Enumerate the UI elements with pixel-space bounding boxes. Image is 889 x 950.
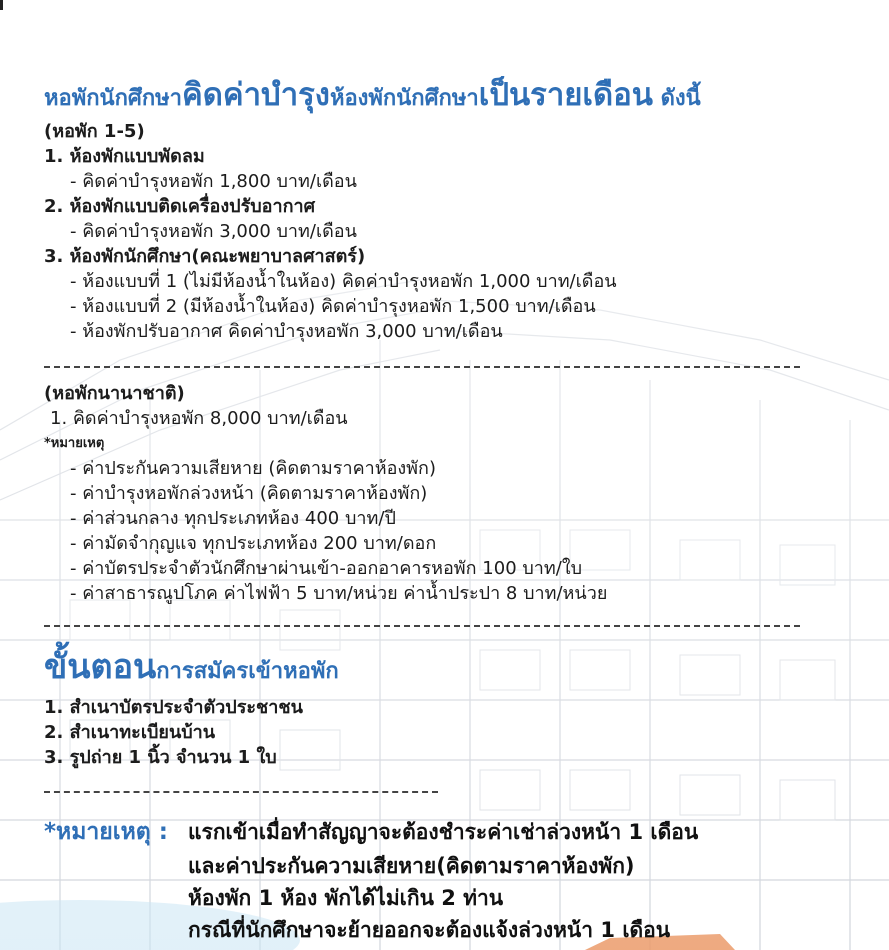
title-part-5: ดังนี้ bbox=[652, 86, 701, 111]
international-note-2: - ค่าบำรุงหอพักล่วงหน้า (คิดตามราคาห้องพัก) bbox=[70, 483, 428, 504]
final-note-label: *หมายเหตุ : bbox=[44, 819, 168, 845]
room-type-3-detail-2: - ห้องแบบที่ 2 (มีห้องน้ำในห้อง) คิดค่าบำรุงหอพัก 1,500 บาท/เดือน bbox=[70, 296, 596, 317]
room-type-3-detail-3: - ห้องพักปรับอากาศ คิดค่าบำรุงหอพัก 3,000 บาท/เดือน bbox=[70, 321, 503, 342]
international-note-1: - ค่าประกันความเสียหาย (คิดตามราคาห้องพัก) bbox=[70, 458, 436, 479]
corner-crop-mark bbox=[0, 0, 3, 10]
international-note-heading: *หมายเหตุ bbox=[44, 436, 105, 451]
room-type-2-detail: - คิดค่าบำรุงหอพัก 3,000 บาท/เดือน bbox=[70, 221, 357, 242]
international-dorm-heading: (หอพักนานาชาติ) bbox=[44, 383, 185, 404]
international-dorm-fee: 1. คิดค่าบำรุงหอพัก 8,000 บาท/เดือน bbox=[50, 408, 348, 429]
steps-title bbox=[44, 647, 339, 687]
final-note-line-3: ห้องพัก 1 ห้อง พักได้ไม่เกิน 2 ท่าน bbox=[188, 886, 504, 910]
final-note-line-1: แรกเข้าเมื่อทำสัญญาจะต้องชำระค่าเช่าล่วงหน้า 1 เดือน bbox=[188, 820, 699, 844]
final-note-line-4: กรณีที่นักศึกษาจะย้ายออกจะต้องแจ้งล่วงหน้า 1 เดือน bbox=[188, 918, 671, 942]
title-part-4: เป็นรายเดือน bbox=[478, 77, 653, 113]
title-part-3: ห้องพักนักศึกษา bbox=[329, 86, 479, 111]
steps-title-large: ขั้นตอน bbox=[44, 647, 157, 687]
steps-title-small: การสมัครเข้าหอพัก bbox=[156, 659, 339, 684]
room-type-1-label: 1. ห้องพักแบบพัดลม bbox=[44, 146, 205, 167]
room-type-3-label: 3. ห้องพักนักศึกษา(คณะพยาบาลศาสตร์) bbox=[44, 246, 366, 267]
title-part-1: หอพักนักศึกษา bbox=[44, 86, 183, 111]
title-part-2: คิดค่าบำรุง bbox=[182, 77, 330, 113]
section-divider bbox=[44, 366, 800, 368]
international-note-3: - ค่าส่วนกลาง ทุกประเภทห้อง 400 บาท/ปี bbox=[70, 508, 396, 529]
room-type-2-label: 2. ห้องพักแบบติดเครื่องปรับอากาศ bbox=[44, 196, 316, 217]
international-note-5: - ค่าบัตรประจำตัวนักศึกษาผ่านเข้า-ออกอาคารหอพัก 100 บาท/ใบ bbox=[70, 558, 583, 579]
section-divider bbox=[44, 791, 438, 793]
step-item-3: 3. รูปถ่าย 1 นิ้ว จำนวน 1 ใบ bbox=[44, 747, 277, 768]
international-note-6: - ค่าสาธารณูปโภค ค่าไฟฟ้า 5 บาท/หน่วย ค่าน้ำประปา 8 บาท/หน่วย bbox=[70, 583, 608, 604]
final-note-line-2: และค่าประกันความเสียหาย(คิดตามราคาห้องพัก) bbox=[188, 854, 635, 878]
international-note-4: - ค่ามัดจำกุญแจ ทุกประเภทห้อง 200 บาท/ดอก bbox=[70, 533, 437, 554]
step-item-2: 2. สำเนาทะเบียนบ้าน bbox=[44, 722, 216, 743]
section-divider bbox=[44, 625, 800, 627]
step-item-1: 1. สำเนาบัตรประจำตัวประชาชน bbox=[44, 697, 303, 718]
room-type-1-detail: - คิดค่าบำรุงหอพัก 1,800 บาท/เดือน bbox=[70, 171, 357, 192]
page-title bbox=[44, 77, 701, 113]
student-dorm-heading: (หอพัก 1-5) bbox=[44, 121, 145, 142]
room-type-3-detail-1: - ห้องแบบที่ 1 (ไม่มีห้องน้ำในห้อง) คิดค่าบำรุงหอพัก 1,000 บาท/เดือน bbox=[70, 271, 617, 292]
